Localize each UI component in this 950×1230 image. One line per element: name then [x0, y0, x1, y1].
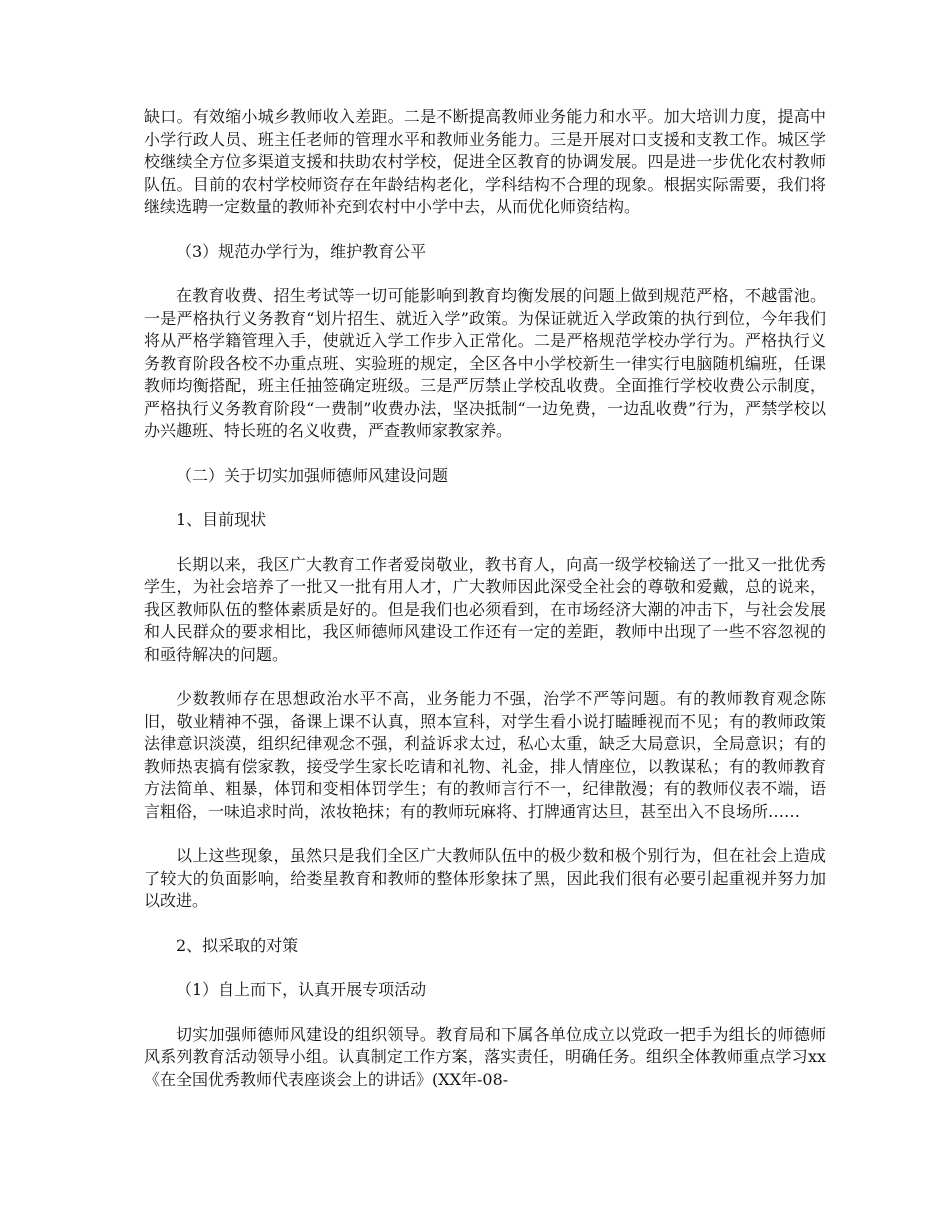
spacer — [144, 263, 826, 285]
paragraph-5: 以上这些现象，虽然只是我们全区广大教师队伍中的极少数和极个别行为，但在社会上造成了较大的负面影响，给娄星教育和教师的整体形象抹了黑，因此我们很有必要引起重视并努力加以改进。 — [144, 846, 826, 910]
spacer — [144, 1002, 826, 1024]
spacer — [144, 487, 826, 509]
paragraph-4: 少数教师存在思想政治水平不高，业务能力不强，治学不严等问题。有的教师教育观念陈旧，敬业精神不强，备课上课不认真，照本宣科，对学生看小说打瞌睡视而不见；有的教师政策法律意识淡漠，组织纪律观念不强，利益诉求太过，私心太重，缺乏大局意识，全局意识；有的教师热衷搞有偿家教，接受学生家长吃请和礼物、礼金，排人情座位，以教谋私；有的教师教育方法简单、粗暴，体罚和变相体罚学生；有的教师言行不一，纪律散漫；有的教师仪表不端，语言粗俗，一味追求时尚，浓妆艳抹；有的教师玩麻将、打牌通宵达旦，甚至出入不良场所…… — [144, 689, 826, 821]
paragraph-6: 切实加强师德师风建设的组织领导。教育局和下属各单位成立以党政一把手为组长的师德师风系列教育活动领导小组。认真制定工作方案，落实责任，明确任务。组织全体教师重点学习xx《在全国优秀教师代表座谈会上的讲话》(XX年-08- — [144, 1024, 826, 1089]
heading-1-top-down: （1）自上而下，认真开展专项活动 — [176, 980, 427, 999]
heading-3-standardize: （3）规范办学行为，维护教育公平 — [176, 241, 427, 261]
spacer — [144, 532, 826, 554]
paragraph-3: 长期以来，我区广大教育工作者爱岗敬业，教书育人，向高一级学校输送了一批又一批优秀学生，为社会培养了一批又一批有用人才，广大教师因此深受全社会的尊敬和爱戴，总的说来，我区教师队伍的整体素质是好的。但是我们也必须看到，在市场经济大潮的冲击下，与社会发展和人民群众的要求相比，我区师德师风建设工作还有一定的差距，教师中出现了一些不容忽视的和亟待解决的问题。 — [144, 554, 826, 664]
heading-measures: 2、拟采取的对策 — [176, 935, 299, 955]
spacer — [144, 666, 826, 688]
spacer — [144, 443, 826, 465]
spacer — [144, 913, 826, 935]
spacer — [144, 219, 826, 241]
paragraph-2: 在教育收费、招生考试等一切可能影响到教育均衡发展的问题上做到规范严格，不越雷池。一是严格执行义务教育“划片招生、就近入学”政策。为保证就近入学政策的执行到位，今年我们将从严格学籍管理入手，使就近入学工作步入正常化。二是严格规范学校办学行为。严格执行义务教育阶段各校不办重点班、实验班的规定，全区各中小学校新生一律实行电脑随机编班，任课教师均衡搭配，班主任抽签确定班级。三是严厉禁止学校乱收费。全面推行学校收费公示制度，严格执行义务教育阶段“一费制”收费办法，坚决抵制“一边免费，一边乱收费”行为，严禁学校以办兴趣班、特长班的名义收费，严查教师家教家养。 — [144, 286, 826, 440]
spacer — [144, 957, 826, 979]
heading-section-two: （二）关于切实加强师德师风建设问题 — [176, 465, 449, 485]
paragraph-1: 缺口。有效缩小城乡教师收入差距。二是不断提高教师业务能力和水平。加大培训力度，提高中小学行政人员、班主任老师的管理水平和教师业务能力。三是开展对口支援和支教工作。城区学校继续全方位多渠道支援和扶助农村学校，促进全区教育的协调发展。四是进一步优化农村教师队伍。目前的农村学校师资存在年龄结构老化，学科结构不合理的现象。根据实际需要，我们将继续选聘一定数量的教师补充到农村中小学中去，从而优化师资结构。 — [144, 107, 826, 216]
spacer — [144, 823, 826, 845]
heading-current-status: 1、目前现状 — [176, 510, 267, 529]
